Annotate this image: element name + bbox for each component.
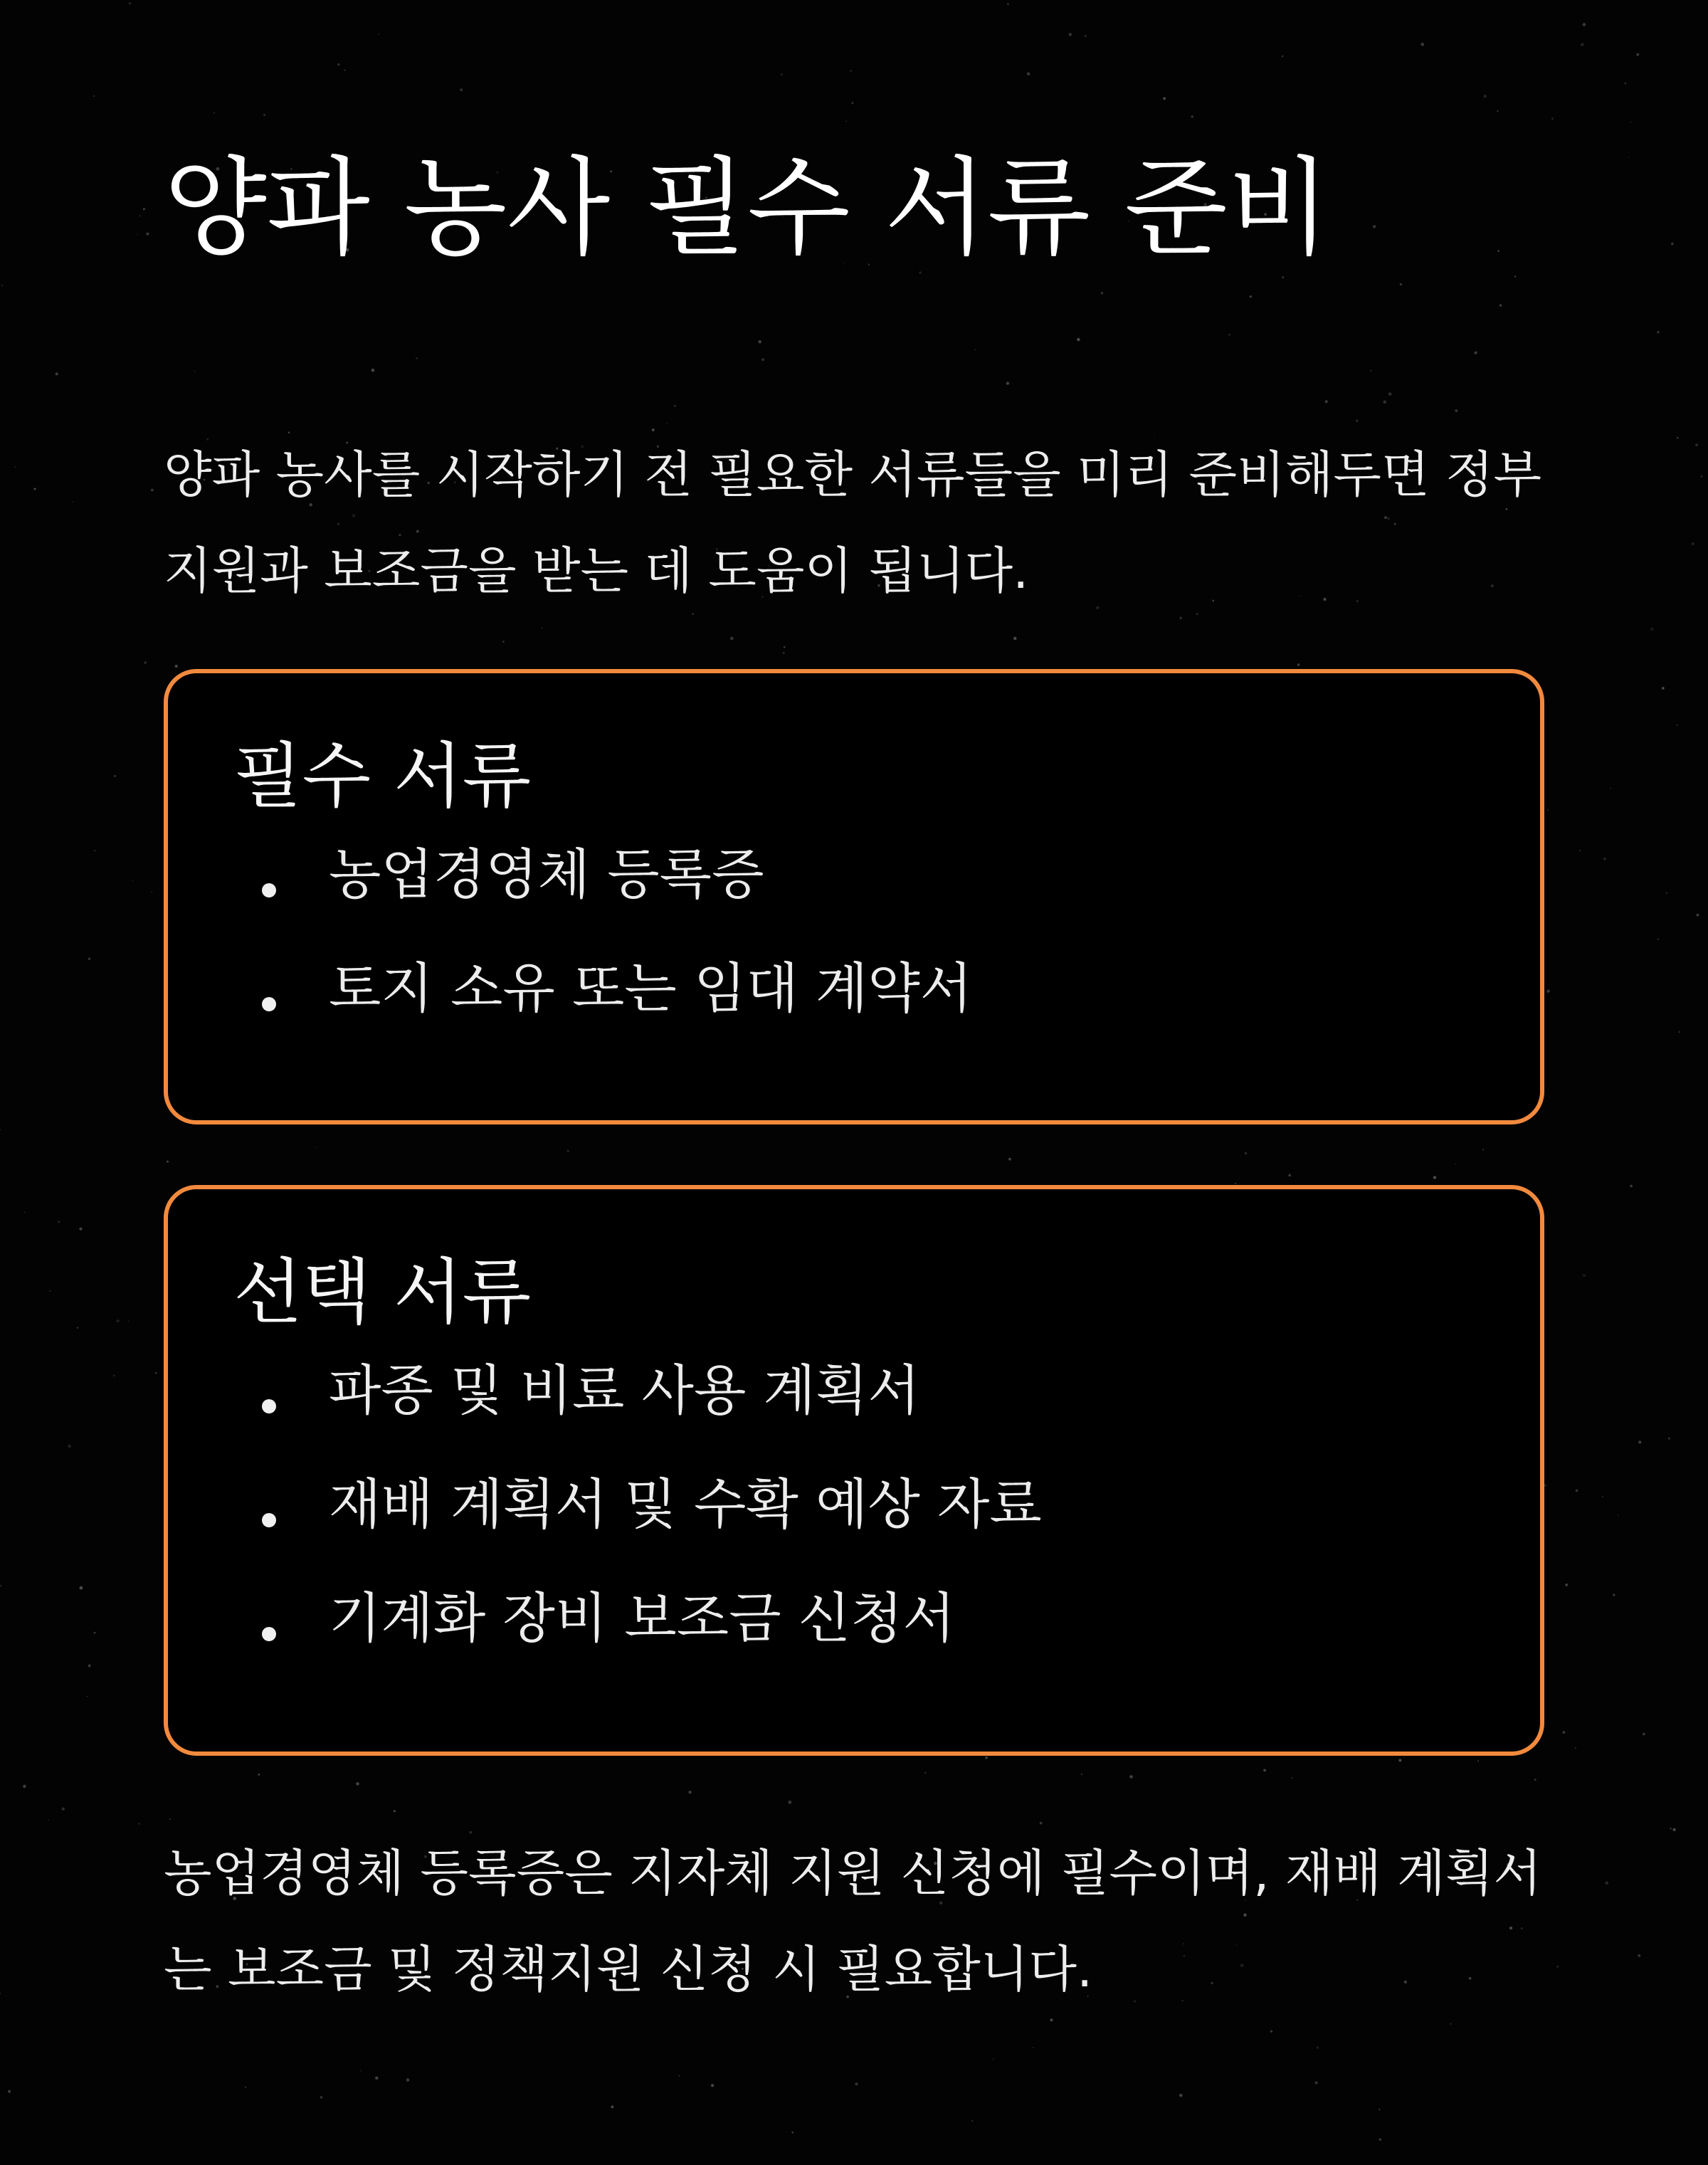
star-speck: [116, 1319, 119, 1322]
star-speck: [263, 114, 265, 116]
star-speck: [1129, 1775, 1133, 1779]
star-speck: [137, 233, 138, 235]
star-speck: [88, 1665, 91, 1668]
star-speck: [344, 70, 345, 71]
star-speck: [1050, 2018, 1053, 2021]
bullet-dot-icon: [262, 1627, 276, 1641]
star-speck: [72, 501, 73, 502]
star-speck: [1630, 122, 1632, 123]
star-speck: [1514, 275, 1516, 277]
star-speck: [1602, 1496, 1603, 1497]
star-speck: [15, 466, 16, 468]
star-speck: [113, 1374, 115, 1376]
star-speck: [1671, 243, 1674, 246]
star-speck: [1562, 1731, 1565, 1734]
star-speck: [175, 665, 178, 668]
star-speck: [371, 369, 375, 372]
list-item-text: 재배 계획서 및 수확 예상 자료: [329, 1473, 1042, 1536]
star-speck: [502, 641, 505, 643]
star-speck: [214, 112, 215, 114]
required-documents-card: [164, 669, 1544, 1124]
bullet-dot-icon: [262, 997, 276, 1011]
star-speck: [169, 1818, 171, 1820]
star-speck: [86, 1695, 88, 1697]
star-speck: [1270, 2030, 1272, 2032]
star-speck: [375, 2077, 378, 2080]
star-speck: [730, 637, 734, 641]
star-speck: [23, 1785, 26, 1789]
star-speck: [1482, 1149, 1484, 1150]
star-speck: [1657, 331, 1659, 333]
star-speck: [144, 661, 147, 664]
star-speck: [1033, 2047, 1034, 2048]
star-speck: [1497, 250, 1499, 252]
star-speck: [1556, 1966, 1559, 1968]
star-speck: [566, 1150, 569, 1153]
star-speck: [1695, 443, 1698, 446]
star-speck: [788, 1801, 791, 1804]
star-speck: [194, 371, 195, 372]
star-speck: [1605, 1881, 1608, 1885]
star-speck: [1356, 419, 1358, 421]
star-speck: [1455, 409, 1457, 412]
star-speck: [851, 102, 853, 104]
star-speck: [985, 1756, 988, 1759]
star-speck: [62, 1808, 65, 1811]
star-speck: [151, 891, 152, 892]
star-speck: [1650, 628, 1654, 631]
star-speck: [416, 357, 418, 359]
star-speck: [758, 340, 761, 343]
star-speck: [132, 880, 134, 881]
bullet-dot-icon: [262, 883, 276, 897]
star-speck: [48, 1819, 49, 1821]
star-speck: [780, 73, 783, 76]
star-speck: [919, 271, 921, 273]
star-speck: [356, 1782, 359, 1786]
star-speck: [88, 958, 90, 960]
star-speck: [1474, 352, 1477, 354]
star-speck: [1315, 2082, 1318, 2085]
star-speck: [1583, 23, 1586, 26]
star-speck: [94, 850, 95, 851]
star-speck: [394, 1810, 396, 1812]
list-item-text: 농업경영체 등록증: [329, 843, 764, 906]
star-speck: [1546, 990, 1549, 993]
intro-paragraph: 양파 농사를 시작하기 전 필요한 서류들을 미리 준비해두면 정부 지원과 보조금을 받는 데 도움이 됩니다.: [164, 446, 1542, 600]
star-speck: [1008, 1158, 1011, 1161]
star-speck: [460, 88, 463, 91]
star-speck: [1433, 1176, 1437, 1179]
star-speck: [1575, 1747, 1576, 1749]
star-speck: [258, 1774, 260, 1776]
star-speck: [320, 2096, 322, 2098]
star-speck: [1250, 295, 1252, 297]
star-speck: [611, 2105, 613, 2108]
star-speck: [783, 652, 785, 654]
star-speck: [24, 1212, 26, 1213]
star-speck: [8, 2090, 11, 2093]
star-speck: [0, 1585, 1, 1587]
star-speck: [1477, 1760, 1479, 1761]
star-speck: [1581, 43, 1584, 46]
list-item-text: 토지 소유 또는 임대 계약서: [329, 957, 973, 1020]
star-speck: [1400, 283, 1402, 285]
star-speck: [711, 2084, 714, 2087]
star-speck: [1378, 2109, 1380, 2110]
footer-note: 농업경영체 등록증은 지자체 지원 신청에 필수이며, 재배 계획서는 보조금 및 정책지원 신청 시 필요합니다.: [164, 1844, 1542, 1998]
star-speck: [1625, 83, 1626, 84]
star-speck: [1040, 1822, 1043, 1825]
star-speck: [77, 1327, 78, 1328]
page-title: 양파 농사 필수 서류 준비: [164, 147, 1331, 270]
star-speck: [1191, 115, 1193, 118]
star-speck: [1398, 1759, 1401, 1761]
star-speck: [378, 33, 379, 35]
star-speck: [49, 1290, 51, 1292]
star-speck: [1678, 1031, 1680, 1033]
star-speck: [971, 2120, 973, 2122]
star-speck: [689, 1791, 692, 1793]
star-speck: [1085, 35, 1087, 37]
star-speck: [1379, 2139, 1382, 2142]
star-speck: [1613, 1594, 1615, 1596]
star-speck: [1069, 33, 1072, 36]
star-speck: [1579, 850, 1581, 851]
star-speck: [1420, 43, 1424, 46]
star-speck: [1450, 2023, 1452, 2025]
star-speck: [1657, 938, 1659, 940]
star-speck: [1081, 1774, 1082, 1775]
star-speck: [1628, 157, 1630, 158]
star-speck: [1007, 3, 1009, 5]
star-speck: [542, 627, 543, 628]
star-speck: [1317, 2046, 1319, 2048]
star-speck: [1371, 370, 1372, 372]
star-speck: [1638, 1954, 1640, 1957]
star-speck: [1576, 1490, 1578, 1492]
star-speck: [0, 1129, 1, 1131]
star-speck: [56, 372, 58, 375]
star-speck: [114, 775, 116, 777]
star-speck: [127, 1320, 130, 1322]
star-speck: [1499, 305, 1502, 307]
star-speck: [1662, 687, 1665, 690]
star-speck: [1455, 1164, 1456, 1165]
star-speck: [147, 233, 149, 236]
star-speck: [1610, 788, 1611, 789]
star-speck: [1630, 1185, 1632, 1187]
star-speck: [1603, 858, 1606, 860]
star-speck: [678, 2075, 680, 2077]
star-speck: [68, 1445, 71, 1448]
star-speck: [924, 1771, 927, 1774]
star-speck: [1534, 1779, 1536, 1781]
star-speck: [129, 2, 132, 5]
star-speck: [1677, 437, 1678, 438]
star-speck: [79, 1228, 82, 1231]
star-speck: [33, 488, 36, 490]
star-speck: [1297, 663, 1300, 666]
star-speck: [791, 2132, 794, 2134]
star-speck: [1672, 1828, 1675, 1831]
star-speck: [1263, 1769, 1266, 1771]
star-speck: [0, 1993, 1, 1995]
star-speck: [850, 70, 852, 72]
star-speck: [1373, 225, 1376, 228]
star-speck: [337, 63, 339, 65]
star-speck: [245, 2087, 246, 2088]
star-speck: [1, 285, 4, 287]
star-speck: [1618, 1515, 1619, 1516]
star-speck: [1643, 1733, 1645, 1736]
star-speck: [1670, 1828, 1672, 1829]
star-speck: [1551, 118, 1554, 120]
star-speck: [855, 2082, 858, 2085]
star-speck: [360, 2070, 362, 2072]
star-speck: [1583, 1274, 1586, 1277]
star-speck: [1636, 53, 1639, 56]
required-documents-title: 필수 서류: [233, 734, 532, 818]
star-speck: [1388, 392, 1392, 396]
star-speck: [58, 1221, 60, 1223]
optional-documents-card: [164, 1185, 1544, 1756]
star-speck: [1484, 95, 1487, 98]
list-item-text: 기계화 장비 보조금 신청서: [329, 1586, 956, 1650]
list-item-text: 파종 및 비료 사용 계획서: [329, 1359, 920, 1422]
star-speck: [1668, 1438, 1670, 1440]
star-speck: [1077, 338, 1080, 342]
star-speck: [1013, 637, 1016, 640]
star-speck: [1006, 381, 1009, 384]
star-speck: [784, 646, 785, 648]
star-speck: [1282, 56, 1284, 58]
bullet-dot-icon: [262, 1513, 276, 1527]
star-speck: [1282, 276, 1284, 278]
star-speck: [80, 1586, 83, 1590]
star-speck: [1291, 1777, 1292, 1779]
star-speck: [167, 1161, 169, 1163]
star-speck: [1565, 1584, 1568, 1586]
star-speck: [1638, 1440, 1641, 1443]
star-speck: [673, 405, 675, 407]
star-speck: [761, 358, 764, 361]
star-speck: [151, 489, 154, 492]
star-speck: [139, 216, 141, 217]
star-speck: [93, 95, 95, 97]
star-speck: [1288, 1174, 1291, 1177]
star-speck: [1692, 542, 1694, 545]
star-speck: [1383, 401, 1386, 404]
star-speck: [1325, 400, 1328, 403]
star-speck: [1497, 110, 1498, 112]
star-speck: [1700, 475, 1703, 478]
star-speck: [993, 2058, 995, 2060]
star-speck: [1665, 892, 1667, 894]
star-speck: [143, 208, 145, 210]
star-speck: [1235, 1183, 1236, 1184]
star-speck: [1547, 809, 1549, 811]
star-speck: [1027, 72, 1030, 75]
star-speck: [1179, 2094, 1182, 2097]
star-speck: [155, 1372, 157, 1374]
star-speck: [1228, 334, 1230, 335]
bullet-dot-icon: [262, 1399, 276, 1413]
star-speck: [1245, 1152, 1247, 1154]
star-speck: [1697, 914, 1699, 917]
star-speck: [406, 2078, 410, 2082]
star-speck: [666, 423, 668, 424]
star-speck: [138, 1823, 140, 1825]
star-speck: [94, 1632, 96, 1634]
star-speck: [845, 121, 847, 122]
star-speck: [1163, 97, 1166, 100]
star-speck: [316, 1147, 317, 1148]
optional-documents-title: 선택 서류: [233, 1250, 532, 1334]
star-speck: [1101, 292, 1103, 294]
star-speck: [974, 349, 976, 350]
star-speck: [1676, 725, 1677, 726]
